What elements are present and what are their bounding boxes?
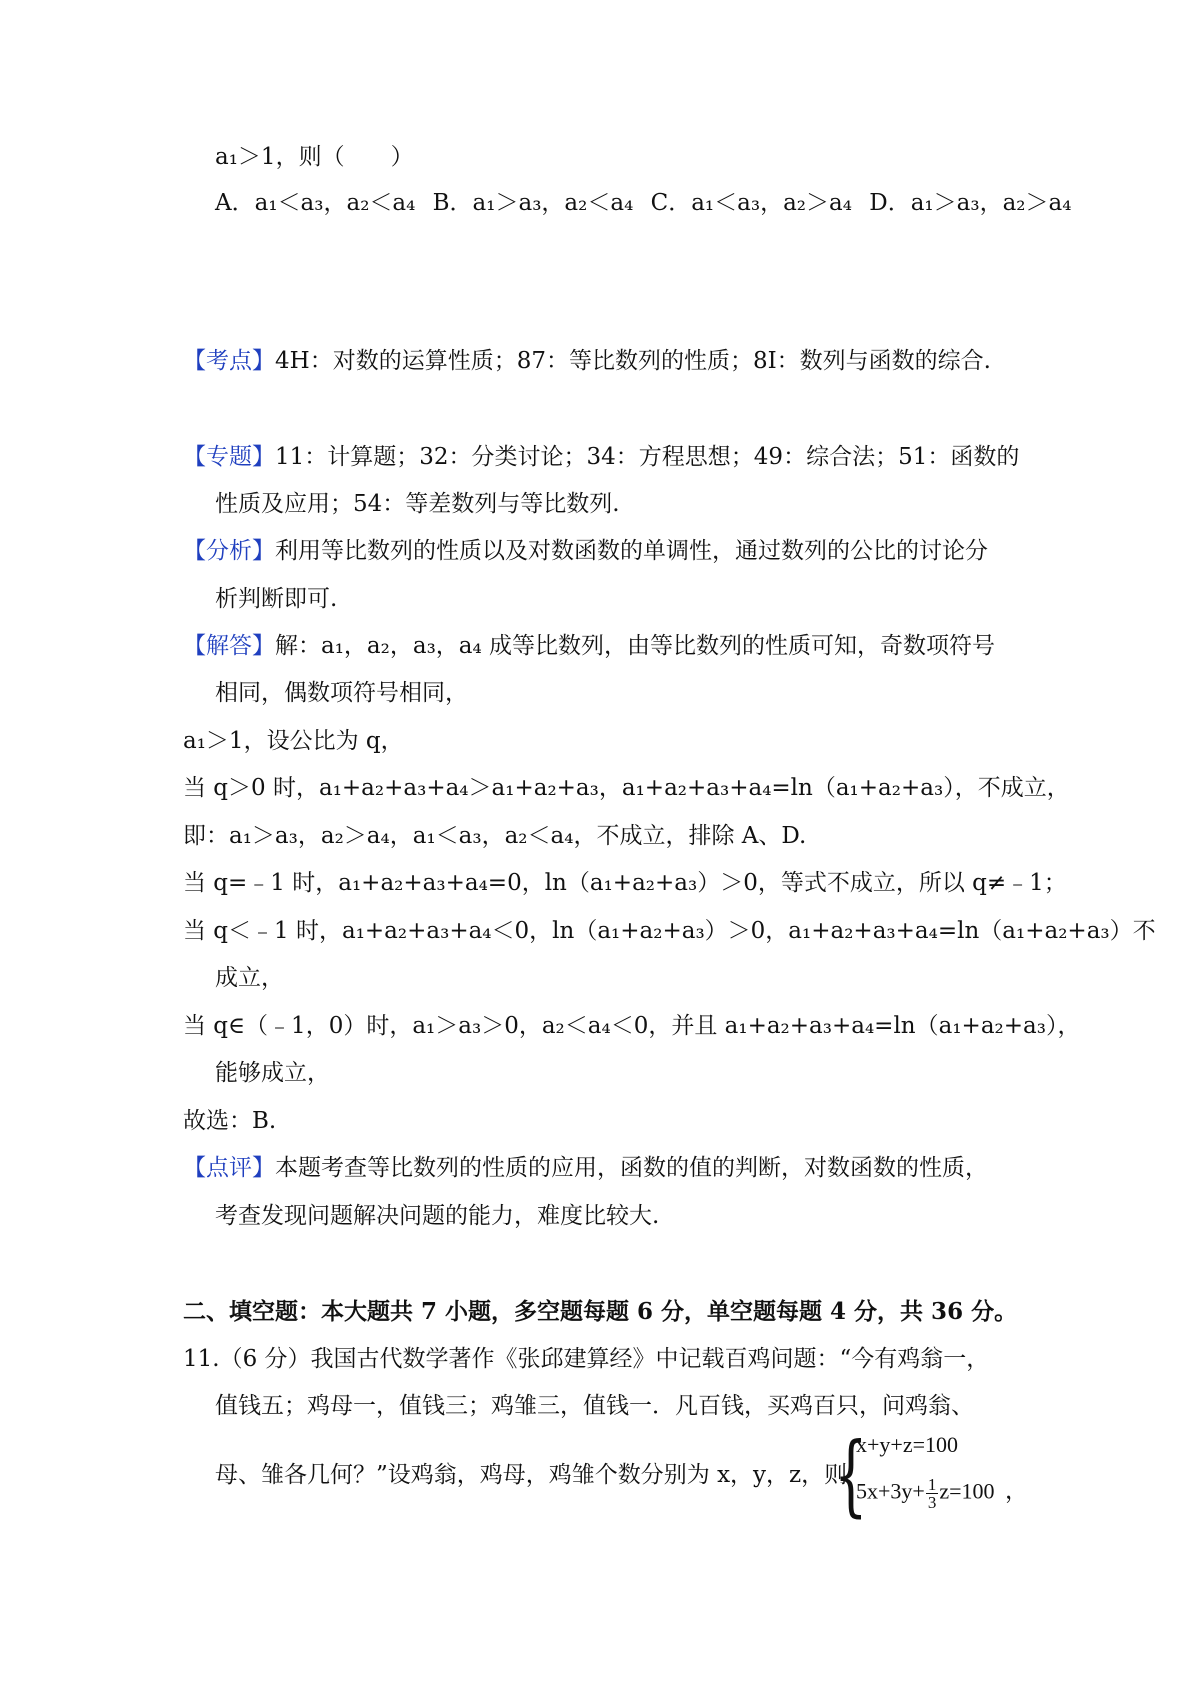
fenxi-line1 xyxy=(183,536,988,566)
fraction-numerator: 1 xyxy=(927,1475,937,1494)
jieda-tag: 【解答】 xyxy=(183,633,275,659)
equation-system xyxy=(834,1423,1014,1526)
jieda-text-5: 即：a₁＞a₃，a₂＞a₄，a₁＜a₃，a₂＜a₄，不成立，排除 A、D. xyxy=(183,823,807,849)
fenxi-tag: 【分析】 xyxy=(183,538,275,564)
dianping-text-2: 考查发现问题解决问题的能力，难度比较大. xyxy=(215,1203,660,1229)
q10-stem-tail: a₁＞1，则（ ） xyxy=(215,144,414,170)
equation-2 xyxy=(856,1476,995,1511)
jieda-text-8: 成立， xyxy=(215,965,284,991)
option-a: A．a₁＜a₃，a₂＜a₄ xyxy=(215,190,416,216)
q11-line1: 11.（6 分）我国古代数学著作《张邱建算经》中记载百鸡问题：“今有鸡翁一， xyxy=(183,1346,990,1372)
jieda-text-11: 故选：B. xyxy=(183,1108,277,1134)
dianping-line1 xyxy=(183,1153,988,1183)
section-heading: 二、填空题：本大题共 7 小题，多空题每题 6 分，单空题每题 4 分，共 36 分。 xyxy=(183,1298,1018,1325)
equation-2-pre: 5x+3y+ xyxy=(856,1478,925,1504)
zhuanti-line1 xyxy=(183,442,1019,472)
equation-2-post: z=100 xyxy=(939,1478,995,1504)
fraction-denominator: 3 xyxy=(927,1493,937,1512)
dianping-tag: 【点评】 xyxy=(183,1155,275,1181)
jieda-text-2: 相同，偶数项符号相同， xyxy=(215,680,468,706)
jieda-text-9: 当 q∈（﹣1，0）时，a₁＞a₃＞0，a₂＜a₄＜0，并且 a₁+a₂+a₃+a₄=ln（a₁+a₂+a₃）， xyxy=(183,1013,1081,1039)
zhuanti-tag: 【专题】 xyxy=(183,444,275,470)
jieda-text-7: 当 q＜﹣1 时，a₁+a₂+a₃+a₄＜0，ln（a₁+a₂+a₃）＞0，a₁+a₂+a₃+a₄=ln（a₁+a₂+a₃）不 xyxy=(183,918,1156,944)
option-c: C．a₁＜a₃，a₂＞a₄ xyxy=(650,190,852,216)
jieda-line1 xyxy=(183,631,995,661)
fenxi-text-1: 利用等比数列的性质以及对数函数的单调性，通过数列的公比的讨论分 xyxy=(275,538,988,564)
kaodian-tag: 【考点】 xyxy=(183,348,275,374)
trailing-comma: ， xyxy=(1005,1478,1028,1504)
q10-options xyxy=(215,188,1081,218)
dianping-text-1: 本题考查等比数列的性质的应用，函数的值的判断，对数函数的性质， xyxy=(275,1155,988,1181)
zhuanti-text-1: 11：计算题；32：分类讨论；34：方程思想；49：综合法；51：函数的 xyxy=(275,444,1020,470)
kaodian-line xyxy=(183,346,991,376)
kaodian-text: 4H：对数的运算性质；87：等比数列的性质；8I：数列与函数的综合. xyxy=(275,348,991,374)
jieda-text-3: a₁＞1，设公比为 q， xyxy=(183,728,404,754)
jieda-text-6: 当 q=﹣1 时，a₁+a₂+a₃+a₄=0，ln（a₁+a₂+a₃）＞0，等式不成立，所以 q≠﹣1； xyxy=(183,870,1067,896)
option-d: D．a₁＞a₃，a₂＞a₄ xyxy=(869,190,1072,216)
fraction xyxy=(926,1476,939,1511)
q11-line2: 值钱五；鸡母一，值钱三；鸡雏三，值钱一．凡百钱，买鸡百只，问鸡翁、 xyxy=(215,1393,974,1419)
jieda-text-10: 能够成立， xyxy=(215,1060,330,1086)
fenxi-text-2: 析判断即可. xyxy=(215,586,338,612)
equation-1: x+y+z=100 xyxy=(856,1432,958,1457)
jieda-text-1: 解：a₁，a₂，a₃，a₄ 成等比数列，由等比数列的性质可知，奇数项符号 xyxy=(275,633,996,659)
left-brace: { xyxy=(834,1423,868,1526)
option-b: B．a₁＞a₃，a₂＜a₄ xyxy=(432,190,634,216)
zhuanti-text-2: 性质及应用；54：等差数列与等比数列. xyxy=(215,491,620,517)
q11-line3: 母、雏各几何？”设鸡翁，鸡母，鸡雏个数分别为 x，y，z，则 xyxy=(215,1462,848,1488)
jieda-text-4: 当 q＞0 时，a₁+a₂+a₃+a₄＞a₁+a₂+a₃，a₁+a₂+a₃+a₄=ln（a₁+a₂+a₃），不成立， xyxy=(183,775,1070,801)
